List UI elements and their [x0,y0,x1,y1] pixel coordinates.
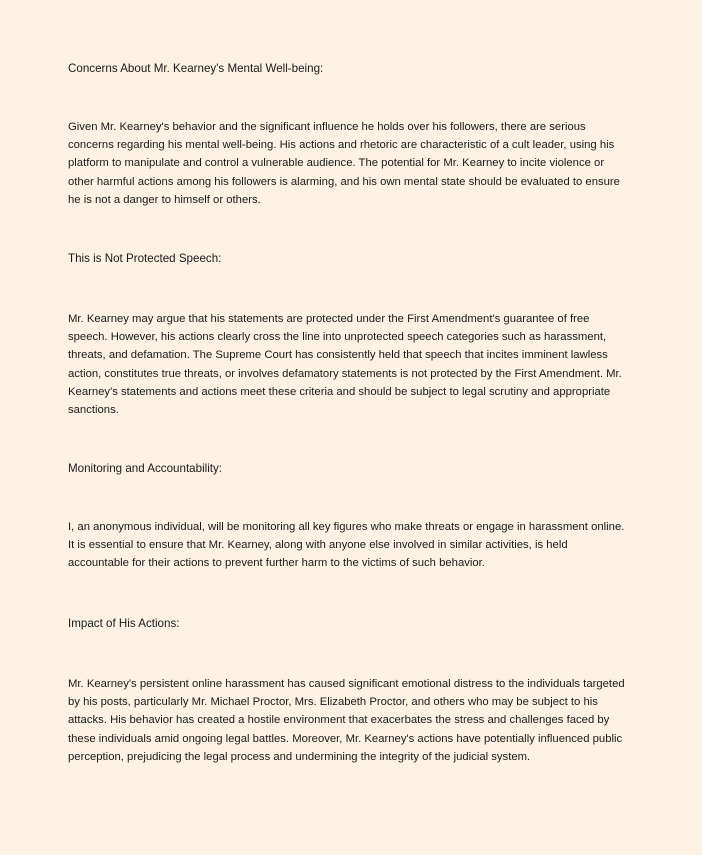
section-heading-mental-wellbeing: Concerns About Mr. Kearney's Mental Well-being: [68,62,324,75]
section-heading-not-protected-speech: This is Not Protected Speech: [68,252,222,265]
section-heading-impact: Impact of His Actions: [68,617,180,630]
section-body-mental-wellbeing: Given Mr. Kearney's behavior and the significant influence he holds over his followers, there are serious concerns regarding his mental well-being. His actions and rhetoric are characteristic of a cult leader, using his platform to manipulate and control a vulnerable audience. The potential for Mr. Kearney to incite violence or other harmful actions among his followers is alarming, and his own mental state should be evaluated to ensure he is not a danger to himself or others. [68,121,620,206]
section-body-impact: Mr. Kearney's persistent online harassment has caused significant emotional distress to the individuals targeted by his posts, particularly Mr. Michael Proctor, Mrs. Elizabeth Proctor, and others who may be subject to his attacks. His behavior has created a hostile environment that exacerbates the stress and challenges faced by these individuals amid ongoing legal battles. Moreover, Mr. Kearney's actions have potentially influenced public perception, prejudicing the legal process and undermining the integrity of the judicial system. [68,678,625,763]
section-body-not-protected-speech: Mr. Kearney may argue that his statements are protected under the First Amendment's guarantee of free speech. However, his actions clearly cross the line into unprotected speech categories such as harassment, threats, and defamation. The Supreme Court has consistently held that speech that incites imminent lawless action, constitutes true threats, or involves defamatory statements is not protected by the First Amendment. Mr. Kearney's statements and actions meet these criteria and should be subject to legal scrutiny and appropriate sanctions. [68,313,622,417]
section-body-monitoring: I, an anonymous individual, will be monitoring all key figures who make threats or engage in harassment online. It is essential to ensure that Mr. Kearney, along with anyone else involved in similar activities, is held accountable for their actions to prevent further harm to the victims of such behavior. [68,521,625,570]
section-heading-monitoring: Monitoring and Accountability: [68,462,223,475]
